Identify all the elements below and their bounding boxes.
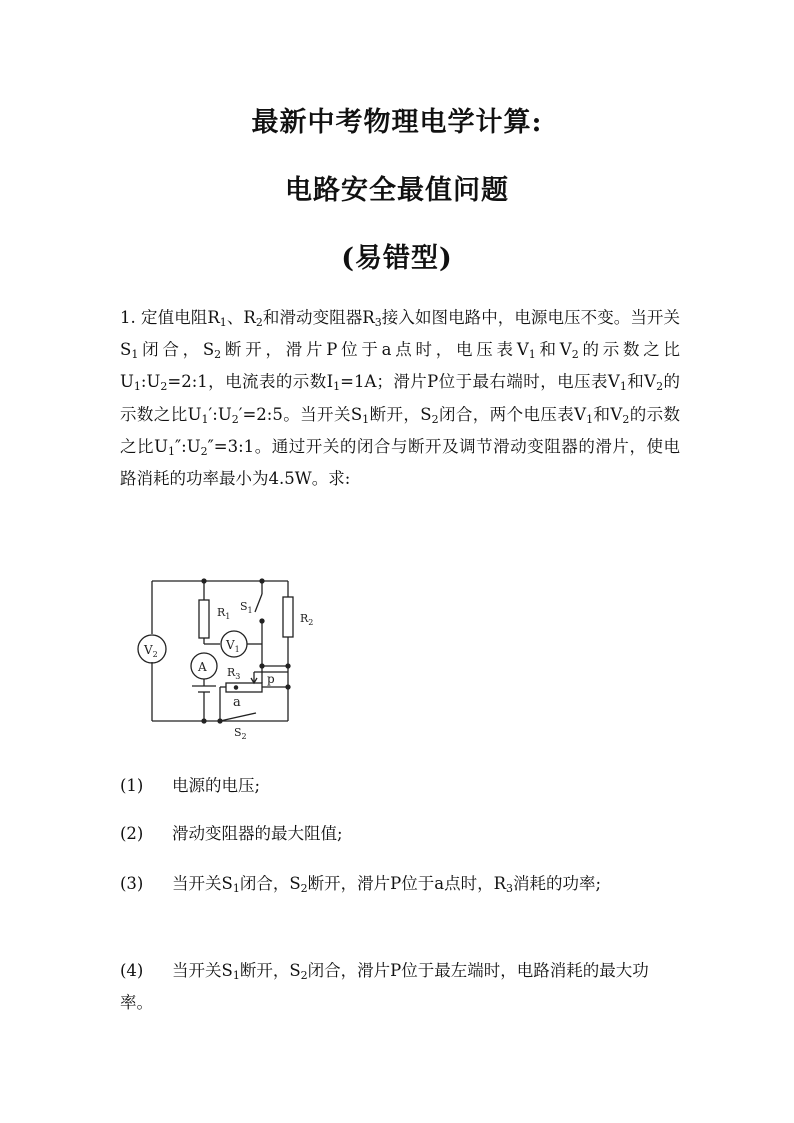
- rheostat-r3: [226, 683, 262, 692]
- question-4: (4) 当开关$S_1$断开，$S_2$闭合，滑片P位于最左端时，电路消耗的最大功率。: [120, 961, 649, 1012]
- question-3: (3) 当开关$S_1$闭合，$S_2$断开，滑片P位于a点时，$R_3$消耗的功率;: [120, 874, 602, 895]
- question-1: (1) 电源的电压;: [120, 776, 261, 795]
- svg-text:V2: $V_2$: [144, 643, 158, 659]
- title-line-3: (易错型): [341, 243, 453, 274]
- switch-s1: [255, 594, 262, 612]
- svg-text:V1: $V_1$: [226, 638, 240, 654]
- svg-text:a: a: [233, 695, 241, 710]
- resistor-r2: [283, 597, 293, 637]
- switch-s2: [220, 713, 256, 721]
- svg-text:S1: $S_1$: [240, 600, 253, 615]
- svg-text:A: A: [198, 660, 207, 674]
- svg-text:R2: $R_2$: [300, 612, 314, 627]
- problem-statement: 1. 定值电阻$R_1$、$R_2$和滑动变阻器$R_3$接入如图电路中，电源电压不变。当开关$S_1$闭合，$S_2$断开，滑片P位于a点时，电压表$V_1$和$V_2$的示数之比$U_1:U_2=2:1$，电流表的示数$I_1=1A$；滑片P位于最右端时，电压表$V_1$和$V_2$的示数之比$U_1':U_2'=2:5$。当开关$S_1$断开，$S_2$闭合，两个电压表$V_1$和$V_2$的示数之比$U_1'':U_2''=3:1$。通过开关的闭合与断开及调节滑动变阻器的滑片，使电路消耗的功率最小为4.5W。求:: [120, 308, 681, 489]
- svg-text:p: p: [267, 672, 275, 686]
- svg-text:S2: $S_2$: [234, 726, 247, 741]
- title-line-2: 电路安全最值问题: [285, 175, 509, 206]
- svg-text:R3: $R_3$: [227, 666, 241, 681]
- question-2: (2) 滑动变阻器的最大阻值;: [120, 824, 343, 843]
- title-line-1: 最新中考物理电学计算:: [251, 107, 543, 138]
- circuit-diagram: [128, 572, 314, 742]
- svg-text:R1: $R_1$: [217, 606, 231, 621]
- resistor-r1: [199, 600, 209, 638]
